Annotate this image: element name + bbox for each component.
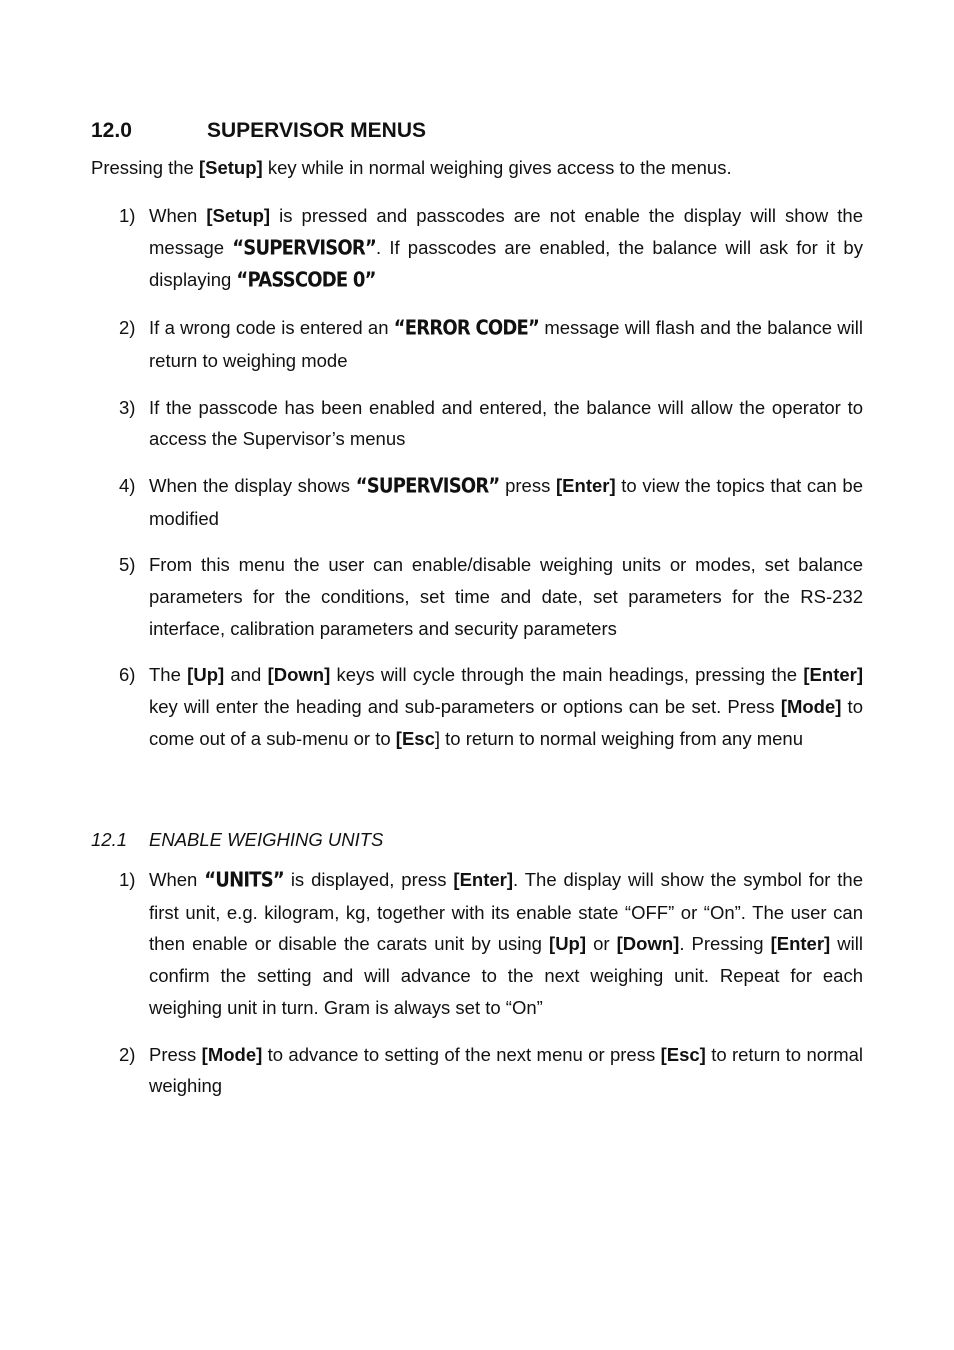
text-run: and <box>224 664 268 686</box>
subsection-title: ENABLE WEIGHING UNITS <box>149 829 384 850</box>
key-name: [Up] <box>549 933 587 955</box>
text-run: If a wrong code is entered an <box>149 317 394 339</box>
key-name: [Mode] <box>201 1043 263 1065</box>
text-run: to come out of a sub-menu or to <box>149 696 863 749</box>
key-name: [Up] <box>187 664 225 686</box>
supervisor-steps-list <box>91 200 863 770</box>
list-item-text <box>149 549 863 644</box>
text-run: Pressing the <box>91 157 199 178</box>
subsection-heading <box>91 826 863 854</box>
list-item-number: 6) <box>119 664 136 686</box>
section-heading <box>91 117 863 145</box>
text-run: is displayed, press <box>283 869 454 890</box>
key-name: [Down] <box>267 664 331 686</box>
display-message: “SUPERVISOR” <box>355 474 500 499</box>
text-run: Press <box>149 1043 202 1065</box>
list-item-text <box>149 659 863 754</box>
text-run: will confirm the setting and will advance to the next weighing unit. Repeat for each weighing unit in turn. Gram is always set to “On” <box>149 933 863 1018</box>
list-item-number: 4) <box>119 474 136 496</box>
text-run: to advance to setting of the next menu or press <box>262 1043 661 1065</box>
text-run: or <box>586 933 617 955</box>
text-run: From this menu the user can enable/disable weighing units or modes, set balance parameters for the conditions, set time and date, set parameters for the RS-232 interface, calibration parameters and security parameters <box>149 554 863 639</box>
list-item-text <box>149 470 863 534</box>
list-item-number: 2) <box>119 317 136 339</box>
section-title: SUPERVISOR MENUS <box>207 119 426 142</box>
text-run: to view the topics that can be modified <box>149 474 863 529</box>
text-run: The <box>149 664 188 686</box>
subsection-number: 12.1 <box>91 829 128 850</box>
list-item <box>91 392 863 455</box>
text-run: . Pressing <box>679 933 771 955</box>
text-run: is pressed and passcodes are not enable the display will show the message <box>149 205 864 258</box>
document-page <box>91 0 863 1350</box>
list-item-text <box>149 1039 863 1102</box>
text-run: key will enter the heading and sub-parameters or options can be set. Press <box>149 696 781 718</box>
list-item-text <box>149 200 863 297</box>
key-name: [Enter] <box>556 474 616 496</box>
text-run: keys will cycle through the main headings, pressing the <box>330 664 804 686</box>
key-name: [Enter] <box>803 664 864 686</box>
text-run: to return to normal weighing <box>149 1043 863 1097</box>
text-run: . The display will show the symbol for the first unit, e.g. kilogram, kg, together with its enable state “OFF” or “On”. The user can then enable or disable the carats unit by using <box>149 869 864 955</box>
list-item <box>91 470 863 534</box>
display-message: “PASSCODE 0” <box>236 269 376 293</box>
key-name: [Mode] <box>780 696 842 718</box>
units-steps-list <box>91 864 863 1117</box>
list-item-text <box>149 864 863 1024</box>
display-message: “SUPERVISOR” <box>232 236 376 260</box>
list-item <box>91 1039 863 1102</box>
key-name: [Setup] <box>206 205 271 226</box>
text-run: When <box>149 869 205 890</box>
text-run: press <box>499 474 557 496</box>
text-run: key while in normal weighing gives access to the menus. <box>262 157 732 178</box>
list-item <box>91 659 863 754</box>
list-item-text <box>149 392 863 455</box>
list-item-number: 2) <box>119 1043 136 1065</box>
list-item-number: 1) <box>119 869 136 890</box>
intro-paragraph <box>91 154 863 182</box>
key-name: [Enter] <box>453 869 514 890</box>
text-run: . If passcodes are enabled, the balance will ask for it by displaying <box>149 236 863 291</box>
key-name: [Down] <box>616 933 680 955</box>
text-run: When <box>149 205 207 226</box>
key-name: [Enter] <box>770 933 831 955</box>
text-run: When the display shows <box>149 474 356 496</box>
key-name: [Setup] <box>198 157 263 178</box>
text-run: ] to return to normal weighing from any menu <box>434 727 803 749</box>
list-item <box>91 312 863 376</box>
list-item <box>91 549 863 644</box>
list-item <box>91 864 863 1024</box>
list-item-number: 3) <box>119 396 136 418</box>
list-item-number: 1) <box>119 205 136 226</box>
list-item <box>91 200 863 297</box>
list-item-text <box>149 312 863 376</box>
section-number: 12.0 <box>91 119 132 142</box>
display-message: “ERROR CODE” <box>393 316 540 341</box>
list-item-number: 5) <box>119 554 136 576</box>
key-name: [Esc <box>395 727 435 749</box>
key-name: [Esc] <box>660 1043 706 1065</box>
text-run: If the passcode has been enabled and entered, the balance will allow the operator to access the Supervisor’s menus <box>149 396 863 450</box>
display-message: “UNITS” <box>204 868 284 893</box>
text-run: message will flash and the balance will return to weighing mode <box>149 317 863 371</box>
